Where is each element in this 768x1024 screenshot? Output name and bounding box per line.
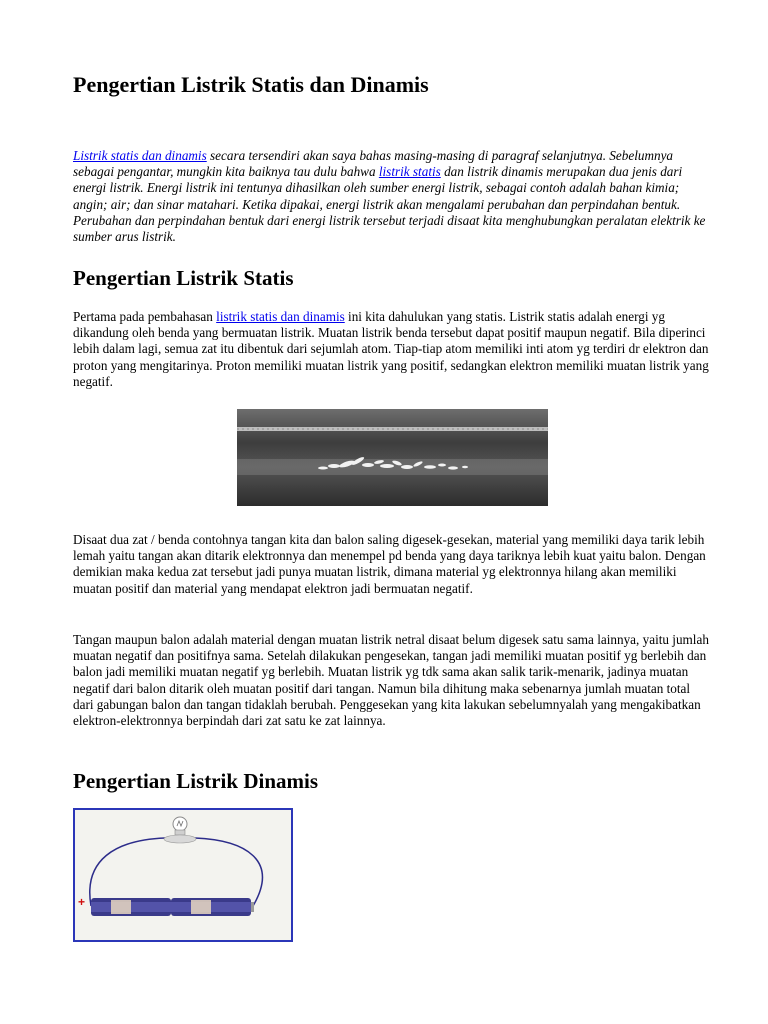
statis-paragraph-1 <box>73 309 713 390</box>
heading-listrik-dinamis: Pengertian Listrik Dinamis <box>73 769 318 793</box>
page-title: Pengertian Listrik Statis dan Dinamis <box>73 72 429 97</box>
intro-paragraph <box>73 148 713 245</box>
intro-text-2: dan listrik dinamis merupakan dua jenis dari energi listrik. Energi listrik ini tentunya dihasilkan oleh sumber energi listrik, sebagai contoh adalah bahan kimia; angin; air; dan sinar matahari. Ketika dipakai, energi listrik akan mengalami perubahan dan perpindahan bentuk. Perubahan dan perpindahan bentuk dari energi listrik tersebut terjadi disaat kita menghubungkan peralatan elektrik ke sumber arus listrik. <box>73 164 706 245</box>
heading-listrik-statis: Pengertian Listrik Statis <box>73 266 294 290</box>
link-listrik-statis-dan-dinamis[interactable]: Listrik statis dan dinamis <box>73 148 207 163</box>
circuit-illustration <box>75 810 291 940</box>
statis-p1-text-before: Pertama pada pembahasan <box>73 309 217 324</box>
statis-paragraph-3: Tangan maupun balon adalah material dengan muatan listrik netral disaat belum digesek satu sama lainnya, yaitu jumlah muatan negatif dan positifnya sama. Setelah dilakukan pengesekan, tangan jadi memiliki muatan positif yg berlebih dan balon jadi memiliki muatan negatif yg berlebih. Muatan listrik yg tdk sama akan salik tarik-menarik, jadinya muatan negatif dari balon ditarik oleh muatan positif dari tangan. Namun bila dihitung maka sebenarnya jumlah muatan total dari gabungan balon dan tangan tidaklah berubah. Penggesekan yang kita lakukan sebelumnyalah yang mengakibatkan elektron-elektronnya berpindah dari zat satu ke zat lainnya. <box>73 632 709 729</box>
static-electricity-photo <box>237 409 548 506</box>
static-electricity-photo-image <box>237 409 548 506</box>
link-listrik-statis-dan-dinamis-2[interactable]: listrik statis dan dinamis <box>216 309 345 324</box>
electric-circuit-diagram <box>73 808 293 942</box>
statis-p1-text-after: ini kita dahulukan yang statis. Listrik statis adalah energi yg dikandung oleh benda yang bermuatan listrik. Muatan listrik benda tersebut dapat positif maupun negatif. Bila diperinci lebih dalam lagi, semua zat itu dibentuk dari sejumlah atom. Tiap-tiap atom memiliki inti atom yg terdiri dr elektron dan proton yang mengitarinya. Proton memiliki muatan listrik yang positif, sedangkan elektron memiliki muatan listrik yang negatif. <box>73 309 709 389</box>
statis-paragraph-2: Disaat dua zat / benda contohnya tangan kita dan balon saling digesek-gesekan, material yang memiliki daya tarik lebih lemah yaitu tangan akan ditarik elektronnya dan menempel pd benda yang daya tariknya lebih kuat yaitu balon. Dengan demikian maka kedua zat tersebut jadi punya muatan listrik, dimana material yg elektronnya hilang akan memiliki muatan positif dan material yang mendapat elektron jadi bermuatan negatif. <box>73 532 706 596</box>
battery-icon <box>91 898 254 916</box>
intro-text-1: secara tersendiri akan saya bahas masing-masing di paragraf selanjutnya. Sebelumnya sebagai pengantar, mungkin kita baiknya tau dulu bahwa <box>73 148 674 180</box>
lightbulb-icon <box>164 817 196 843</box>
positive-terminal-sign: + <box>78 895 86 909</box>
link-listrik-statis[interactable]: listrik statis <box>378 164 441 180</box>
